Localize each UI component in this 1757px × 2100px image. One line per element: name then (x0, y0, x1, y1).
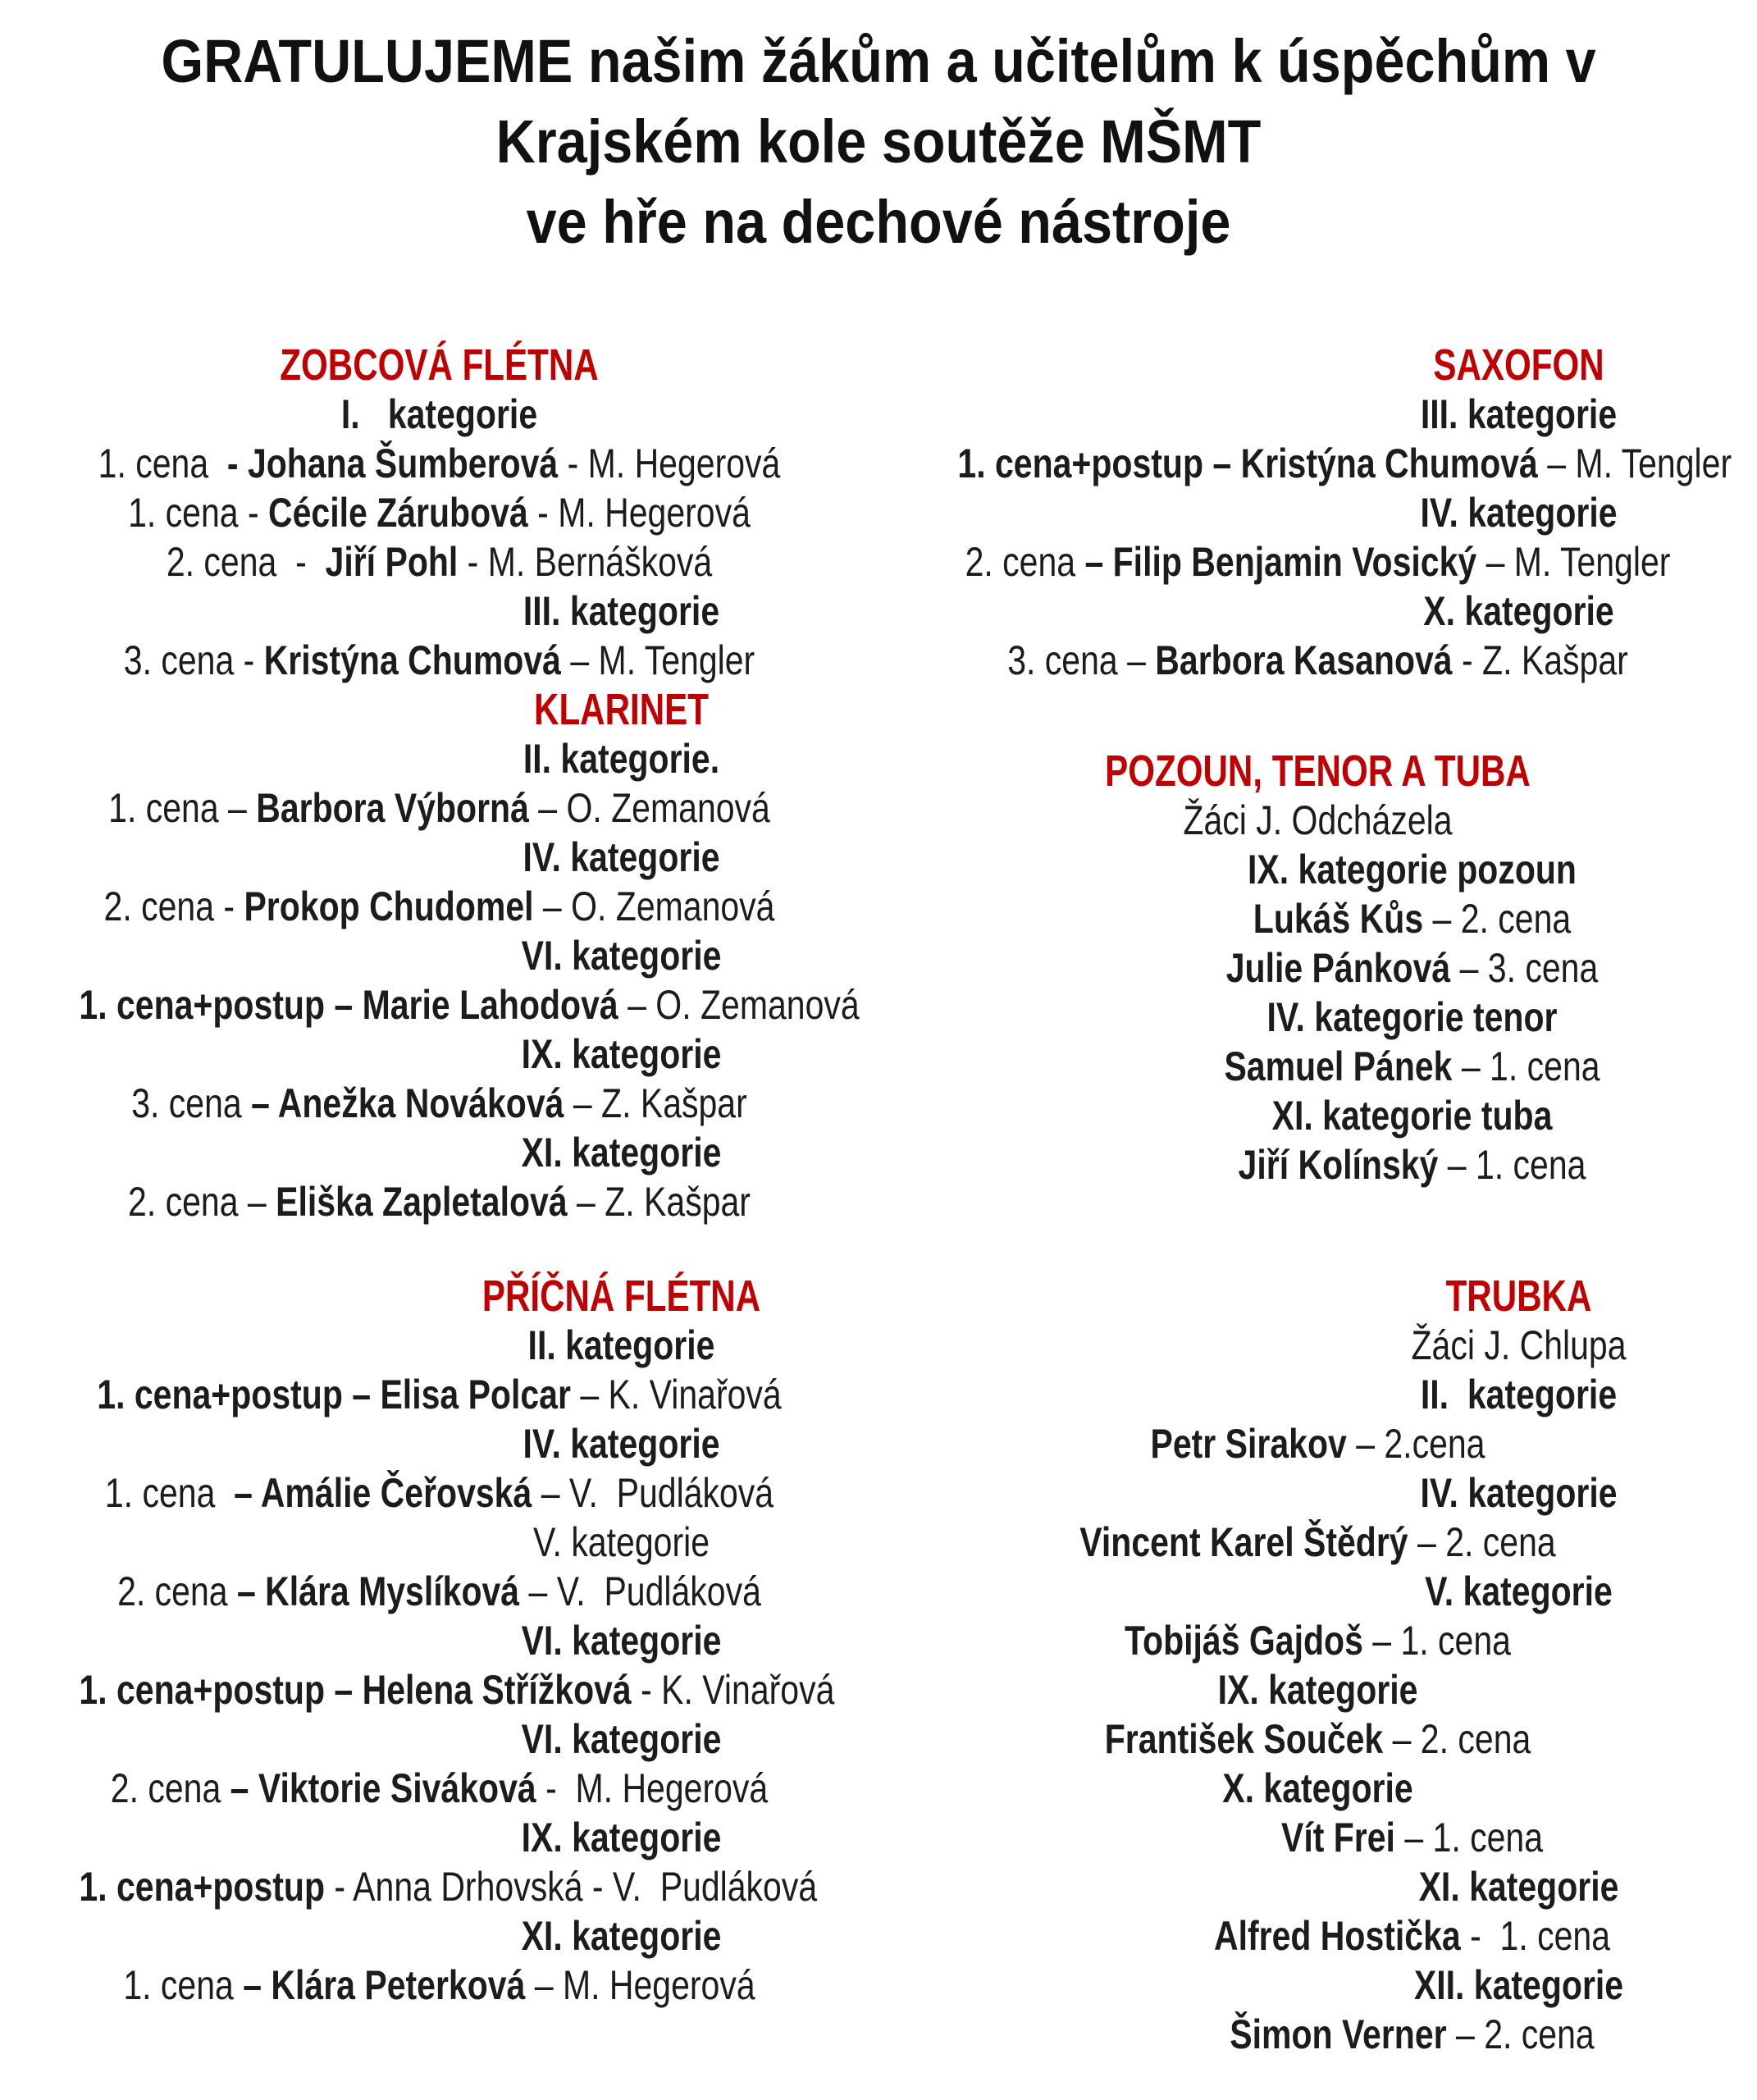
text-segment: Cécile Zárubová (268, 490, 528, 536)
text-segment: – Amálie Čeřovská (234, 1470, 532, 1516)
text-segment: 1. cena (98, 441, 227, 486)
result-line (261, 833, 981, 882)
text-segment: 1. cena+postup (79, 1864, 326, 1910)
text-segment: – Filip Benjamin Vosický (1084, 539, 1477, 585)
section (0, 340, 878, 685)
results-column-right (878, 340, 1757, 2059)
text-segment: Julie Pánková (1225, 945, 1451, 991)
text-segment: X. kategorie (1423, 588, 1614, 634)
section (878, 746, 1757, 1189)
text-segment: X. kategorie (1222, 1765, 1413, 1811)
text-segment: Barbora Kasanová (1155, 637, 1453, 683)
text-segment: – 2. cena (1446, 2011, 1595, 2057)
text-segment: VI. kategorie (521, 933, 722, 979)
text-segment: – M. Tengler (560, 637, 755, 683)
section-heading: PŘÍČNÁ FLÉTNA (481, 1271, 761, 1321)
result-line (261, 587, 981, 636)
result-line (79, 488, 799, 537)
section (0, 1271, 878, 2010)
result-line (1158, 1567, 1757, 1616)
title-line-3: ve hře na dechové nástroje (526, 188, 1231, 256)
text-segment: - Anna Drhovská - V. Pudláková (325, 1864, 818, 1910)
text-segment: IV. kategorie (523, 834, 720, 880)
text-segment: 2. cena - (103, 883, 244, 929)
text-segment: – M. Tengler (1537, 441, 1732, 486)
text-segment: III. kategorie (1420, 391, 1618, 437)
text-segment: IX. kategorie (521, 1815, 722, 1860)
result-line (957, 1714, 1677, 1764)
text-segment: 2. cena – (128, 1179, 276, 1225)
text-segment: – 1. cena (1362, 1618, 1511, 1664)
result-line (261, 1029, 981, 1079)
text-segment: 1. cena+postup – Elisa Polcar (97, 1372, 571, 1418)
result-line (79, 1862, 818, 1911)
text-segment: – 1. cena (1438, 1142, 1586, 1188)
text-segment: Šimon Verner (1230, 2011, 1447, 2057)
text-segment: III. kategorie (523, 588, 720, 634)
text-segment: – 2. cena (1423, 896, 1572, 942)
section-heading: POZOUN, TENOR A TUBA (1105, 746, 1531, 796)
result-line (957, 1665, 1677, 1714)
result-line (79, 1079, 799, 1128)
result-line (1052, 943, 1757, 993)
page-title (0, 0, 1757, 262)
text-segment: – O. Zemanová (618, 982, 860, 1028)
result-line (1052, 1813, 1757, 1862)
result-line (1158, 587, 1757, 636)
result-line (1158, 1370, 1757, 1419)
result-line (261, 1419, 981, 1468)
text-segment: Vít Frei (1280, 1815, 1395, 1860)
text-segment: - Z. Kašpar (1452, 637, 1628, 683)
result-line (79, 980, 860, 1029)
result-line (261, 734, 981, 783)
result-line (957, 537, 1677, 587)
text-segment: XII. kategorie (1413, 1962, 1624, 2008)
text-segment: 1. cena+postup – Kristýna Chumová (957, 441, 1538, 486)
text-segment: XI. kategorie (1418, 1864, 1619, 1910)
text-segment: Prokop Chudomel (244, 883, 534, 929)
result-line (1052, 845, 1757, 894)
text-segment: I. kategorie (340, 391, 538, 437)
text-segment: – Z. Kašpar (567, 1179, 751, 1225)
text-segment: Žáci J. Chlupa (1411, 1322, 1627, 1368)
text-segment: – Klára Peterková (243, 1962, 526, 2008)
result-line (1052, 1140, 1757, 1189)
text-segment: – 2. cena (1383, 1716, 1531, 1762)
text-segment: - M. Hegerová (536, 1765, 769, 1811)
text-segment: VI. kategorie (521, 1618, 722, 1664)
result-line (957, 796, 1677, 845)
section (0, 685, 878, 1226)
text-segment: Samuel Pánek (1224, 1043, 1453, 1089)
section-heading: SAXOFON (1433, 340, 1604, 390)
text-segment: - M. Hegerová (527, 490, 751, 536)
text-segment: Barbora Výborná (256, 785, 529, 831)
text-segment: Vincent Karel Štědrý (1079, 1519, 1408, 1565)
text-segment: Žáci J. Odcházela (1183, 797, 1453, 843)
text-segment: XI. kategorie (521, 1130, 722, 1176)
text-segment: – Z. Kašpar (564, 1080, 747, 1126)
text-segment: – V. Pudláková (532, 1470, 774, 1516)
title-line-2: Krajském kole soutěže MŠMT (495, 107, 1262, 176)
text-segment: – 1. cena (1452, 1043, 1600, 1089)
text-segment: 1. cena (104, 1470, 235, 1516)
result-line (1052, 2010, 1757, 2059)
result-line (261, 1911, 981, 1961)
text-segment: IV. kategorie (523, 1421, 720, 1467)
text-segment: XI. kategorie tuba (1271, 1093, 1553, 1139)
text-segment: – Anežka Nováková (251, 1080, 564, 1126)
result-line (79, 1468, 799, 1518)
result-line (261, 1714, 981, 1764)
result-line (1158, 1961, 1757, 2010)
text-segment: – 1. cena (1394, 1815, 1544, 1860)
result-line (79, 1370, 799, 1419)
result-line (957, 1419, 1677, 1468)
text-segment: – V. Pudláková (519, 1568, 761, 1614)
result-line (261, 1616, 981, 1665)
result-line (261, 931, 981, 980)
result-line (957, 636, 1677, 685)
result-line (261, 1128, 981, 1177)
text-segment: V. kategorie (1425, 1568, 1613, 1614)
text-segment: 2. cena (117, 1568, 237, 1614)
result-line (79, 1764, 799, 1813)
text-segment: II. kategorie. (523, 736, 720, 782)
text-segment: – 2. cena (1408, 1519, 1556, 1565)
text-segment: IV. kategorie (1420, 490, 1618, 536)
text-segment: – M. Tengler (1476, 539, 1671, 585)
result-line (79, 1961, 799, 2010)
text-segment: 1. cena – (108, 785, 257, 831)
result-line (957, 1764, 1677, 1813)
result-line (1052, 1042, 1757, 1091)
result-line (957, 1518, 1677, 1567)
result-line (261, 1321, 981, 1370)
section-heading: TRUBKA (1445, 1271, 1592, 1321)
result-line (1158, 1321, 1757, 1370)
result-line (1052, 894, 1757, 943)
text-segment: - 1. cena (1460, 1913, 1611, 1959)
text-segment: Petr Sirakov (1150, 1421, 1347, 1467)
text-segment: - M. Hegerová (558, 441, 781, 486)
text-segment: - K. Vinařová (631, 1667, 835, 1713)
result-line (261, 1518, 981, 1567)
result-line (79, 1177, 799, 1226)
text-segment: 3. cena - (123, 637, 264, 683)
result-line (1158, 1862, 1757, 1911)
text-segment: – 3. cena (1450, 945, 1599, 991)
result-line (79, 390, 799, 439)
text-segment: II. kategorie (1420, 1372, 1618, 1418)
text-segment: IX. kategorie (521, 1031, 722, 1077)
result-line (79, 636, 799, 685)
text-segment: 3. cena – (1007, 637, 1156, 683)
result-line (957, 1616, 1677, 1665)
text-segment: V. kategorie (532, 1519, 710, 1565)
text-segment: 1. cena - (128, 490, 269, 536)
text-segment: František Souček (1104, 1716, 1384, 1762)
section (878, 340, 1757, 685)
text-segment: IX. kategorie (1217, 1667, 1418, 1713)
text-segment: II. kategorie (527, 1322, 715, 1368)
text-segment: – Klára Myslíková (236, 1568, 520, 1614)
text-segment: 2. cena (965, 539, 1085, 585)
text-segment: VI. kategorie (521, 1716, 722, 1762)
text-segment: – 2.cena (1346, 1421, 1485, 1467)
result-line (261, 1813, 981, 1862)
text-segment: Jiří Kolínský (1238, 1142, 1439, 1188)
text-segment: Lukáš Kůs (1253, 896, 1424, 942)
text-segment: IV. kategorie tenor (1266, 994, 1558, 1040)
text-segment: 1. cena+postup – Helena Střížková (79, 1667, 632, 1713)
text-segment: – Viktorie Siváková (230, 1765, 536, 1811)
section-heading: KLARINET (534, 685, 709, 734)
result-line (1158, 1468, 1757, 1518)
result-line (79, 439, 799, 488)
result-line (1052, 1091, 1757, 1140)
text-segment: 3. cena (131, 1080, 252, 1126)
text-segment: Jiří Pohl (325, 539, 459, 585)
results-columns (0, 340, 1757, 2059)
section (878, 1271, 1757, 2059)
result-line (79, 1567, 799, 1616)
text-segment: – K. Vinařová (570, 1372, 782, 1418)
text-segment: XI. kategorie (521, 1913, 722, 1959)
text-segment: – M. Hegerová (525, 1962, 755, 2008)
result-line (957, 439, 1732, 488)
result-line (79, 1665, 835, 1714)
text-segment: IV. kategorie (1420, 1470, 1618, 1516)
result-line (1052, 993, 1757, 1042)
text-segment: Alfred Hostička (1213, 1913, 1461, 1959)
text-segment: 2. cena - (166, 539, 326, 585)
section-heading: ZOBCOVÁ FLÉTNA (280, 340, 599, 390)
text-segment: Eliška Zapletalová (276, 1179, 568, 1225)
text-segment: 2. cena (110, 1765, 230, 1811)
result-line (79, 882, 799, 931)
text-segment: Tobijáš Gajdoš (1125, 1618, 1363, 1664)
text-segment: - M. Bernášková (458, 539, 713, 585)
text-segment: 1. cena+postup – Marie Lahodová (79, 982, 618, 1028)
result-line (79, 783, 799, 833)
result-line (1158, 390, 1757, 439)
text-segment: IX. kategorie pozoun (1248, 847, 1577, 892)
text-segment: 1. cena (123, 1962, 244, 2008)
text-segment: – O. Zemanová (528, 785, 770, 831)
result-line (79, 537, 799, 587)
text-segment: - Johana Šumberová (226, 441, 559, 486)
result-line (1052, 1911, 1757, 1961)
results-column-left (0, 340, 878, 2010)
title-line-1: GRATULUJEME našim žákům a učitelům k úspěchům v (161, 27, 1596, 95)
text-segment: – O. Zemanová (533, 883, 775, 929)
text-segment: Kristýna Chumová (263, 637, 561, 683)
result-line (1158, 488, 1757, 537)
